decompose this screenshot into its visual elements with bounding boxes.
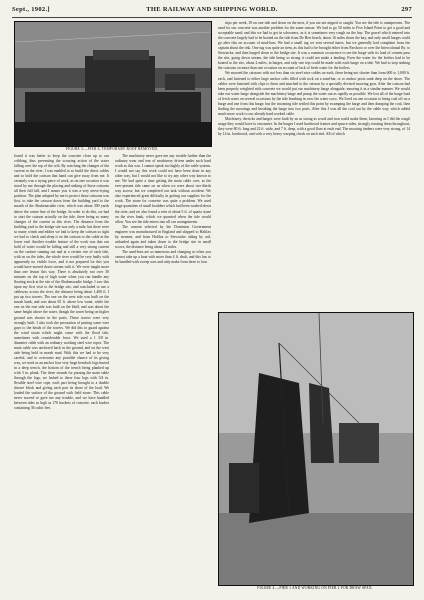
paragraph: trips per week, 39 on one tide and down on the next, if you are not nipped or caught. You see the tide is omnipresent. The sand for our concrete was another problem for the same reason. We had to go 50 miles to Five Island Point to get a good and acceptable sand; and this we had to get in schooners, as it is sometimes very rough on the bay. The gravel which entered into the concrete largely had to be boated on the tide from De Bert beach, about 16 miles down the bay, and only small barges could go after this on account of mud-bars. We had a small tug we sent several times, but we generally had complaint from the captain about the risk. One tug was quite an item, as this had to be brought either from Parsboro or over the Intercolonial Ry. to Stewiacke, and then barged down to the bridge site. It was a common occurrence to see the barge with its load of cement pass the site, going down stream, the tide being so strong it could not make a landing. Even the water for the boilers had to be boated to the site, about 2 miles, in barges, and only one trip could be made with each barge on a tide. We had to stop sinking the caissons on more than one occasion on account of lack of fresh water for the boilers. xyxy=(218,21,410,71)
issue-date: Sept., 1902.] xyxy=(12,6,50,13)
figure-3-photo xyxy=(14,21,212,147)
right-column-top xyxy=(218,21,410,309)
figure-3-caption: FIGURE 3.—PIER 6, TEMPORARY ROOF REMOVED. xyxy=(65,147,159,151)
figure-4-caption: FIGURE 4.—PIER 1 AND WORKING ON PIER 2 FOR DRAW SPAN. xyxy=(257,586,373,590)
page-number: 297 xyxy=(401,6,412,13)
paragraph: The cement selected by the Dominion Government engineer was manufactured in England and shipped to Halifax by steamer, and from Halifax to Stewiacke siding by rail, unloaded again and taken down to the bridge site in small scows, the distance being about 12 miles. xyxy=(115,224,211,249)
journal-title: THE RAILWAY AND SHIPPING WORLD. xyxy=(146,6,278,13)
paragraph: Machinery, derricks and barges were built by us as strong as wood and iron could make them, knowing as I did the rough usage they would have to encounter. In the barges I used hardwood frames and spruce sides, strongly trussing them throughout; they were 80 ft. long and 22 ft. wide, and 7 ft. deep, with a good flare at each end. The mooring timbers were very strong, of 14 by 14 in. hardwood, and with a very heavy warping chock on each end. All of which xyxy=(218,116,410,137)
figure-4-photo xyxy=(218,312,414,586)
header-rule xyxy=(12,17,412,18)
paragraph: found it was better to keep the concrete close up to our cribbing, thus preventing the scouring action of the water falling over the top of the crib. By watching the changes of the current in the river, I was enabled to so build the direct cables and so hold the caisson that hand can give away from me. It certainly was a trying piece of work, as on one occasion it was stood by me through the placing and sinking of those caissons all their full fall, and I assure you it was a very nerve-trying position. The plan adopted by me to protect those caissons was first, to take the caisson down from the building yard to the mouth of the Shubenacadie river, which was about 300 yards above the centre line of the bridge. In order to do this, we had to start the caisson actually on the tide, there being so many changes of the current in this river. The distance from the building yard to the bridge site was only a mile, but there were so many winds and eddies we had to keep the caisson so tight we had to check and sleep it on the caisson to the cable at the lower end. Another trouble feature of the work was that our hold of water would be falling and still a very strong current on the surface running out and at a certain rise of each tide, with us on the tides, the whole river would be very badly with apparently no visible force, and it not prepared for this you would have moved down stream with it. We were taught more than one lesson this way. There is absolutely not over 30 minutes on the top of high water when you can handle any floating stock at the site of the Shubenacadie bridge. I saw this upon my first visit to the bridge site, and concluded to use a cableway across the river, the distance being about 1,400 ft. I put up two towers. The one on the west side was built on the marsh bank, and was about 65 ft. above low water, while the one on the east side was built on the bluff, and was about the same height above the water, though the tower being on higher ground was shorter in the posts. These towers were very strongly built. I also took the precaution of putting some wire guys to the heads of the towers. We did this to guard against the wind strain which might come with the flood tide, sometimes with considerable force. We used a 1 3/8 in. diameter cable with an ordinary working steel wire ropes. The main cable was anchored back in the ground, and on the west side being held in marsh mud. With this we had to be very careful, and to overcome any possible chance of its giving way, we used as an anchor four very large hemlock logs buried in a deep trench, the bottom of the trench being planked up with 3 in. plank. The three strands for passing the main cable through the logs, we lashed to these four logs with 3/4 in. flexible steel wire rope, each part being brought to a double sheave block and giving each part its share of the load. We loaded the surface of the ground with field stone. This cable never moved or gave me any trouble, and we have handled between tides as high as 176 buckets of concrete, each bucket containing 36 cubic feet. xyxy=(14,154,109,411)
middle-column xyxy=(115,154,211,382)
left-column xyxy=(14,154,109,592)
paragraph: We moored the caissons with not less than six steel wire cables on each, these being not shorter than from 600 to 1,000 ft. each, and fastened to either large anchor cribs filled with rock on a sand-bar, or to anchor posts sunk deep on the shore. The cables were fastened with clips to these and attached to the caisson by a specially devised mooring gear. After the caisson had been properly weighted with concrete we would put our machinery barge alongside, mooring it in a similar manner. We would take our water barge alongside the machinery barge and pump the water out as rapidly as possible. We lost all of the barge load of fresh water on several occasions by the tide breaking in over the water scow. We lived on one occasion to bring coal off on a barge and one from this barge, but the incoming tide settled this point by swamping the barge and then dumping the coal, then finding the moorings and breaking the barge into two parts. After this I was all the coal out by the cable way, which added much more work to our already hard worked cable. xyxy=(218,71,410,116)
paragraph: The sand-bars are so numerous and changing so often you cannot take up a boat with more than 4 ft. draft, and this has to be handled with sweep oars and only make from three to four xyxy=(115,249,211,264)
paragraph: The machinery never gave me any trouble further than the ordinary wear and tear of machinery driven under such hard work as this was. I cannot speak too highly of the cable system. I would not say this work could not have been done in any other way, but I would not like to try any other way known to me. We had quite a time getting the main cable over, as the ever-present tide came on us when we were about two-thirds way across; but we completed our task without accident. We also experienced great difficulty in getting our supplies for the work. The stone for concrete was quite a problem. We used large quantities of small boulders which had been washed down the river, and we also found a vein of about 5 ft. of quartz stone on the river bank, which we quarried when the tide would allow. You see the tide enters into all our arrangements. xyxy=(115,154,211,224)
